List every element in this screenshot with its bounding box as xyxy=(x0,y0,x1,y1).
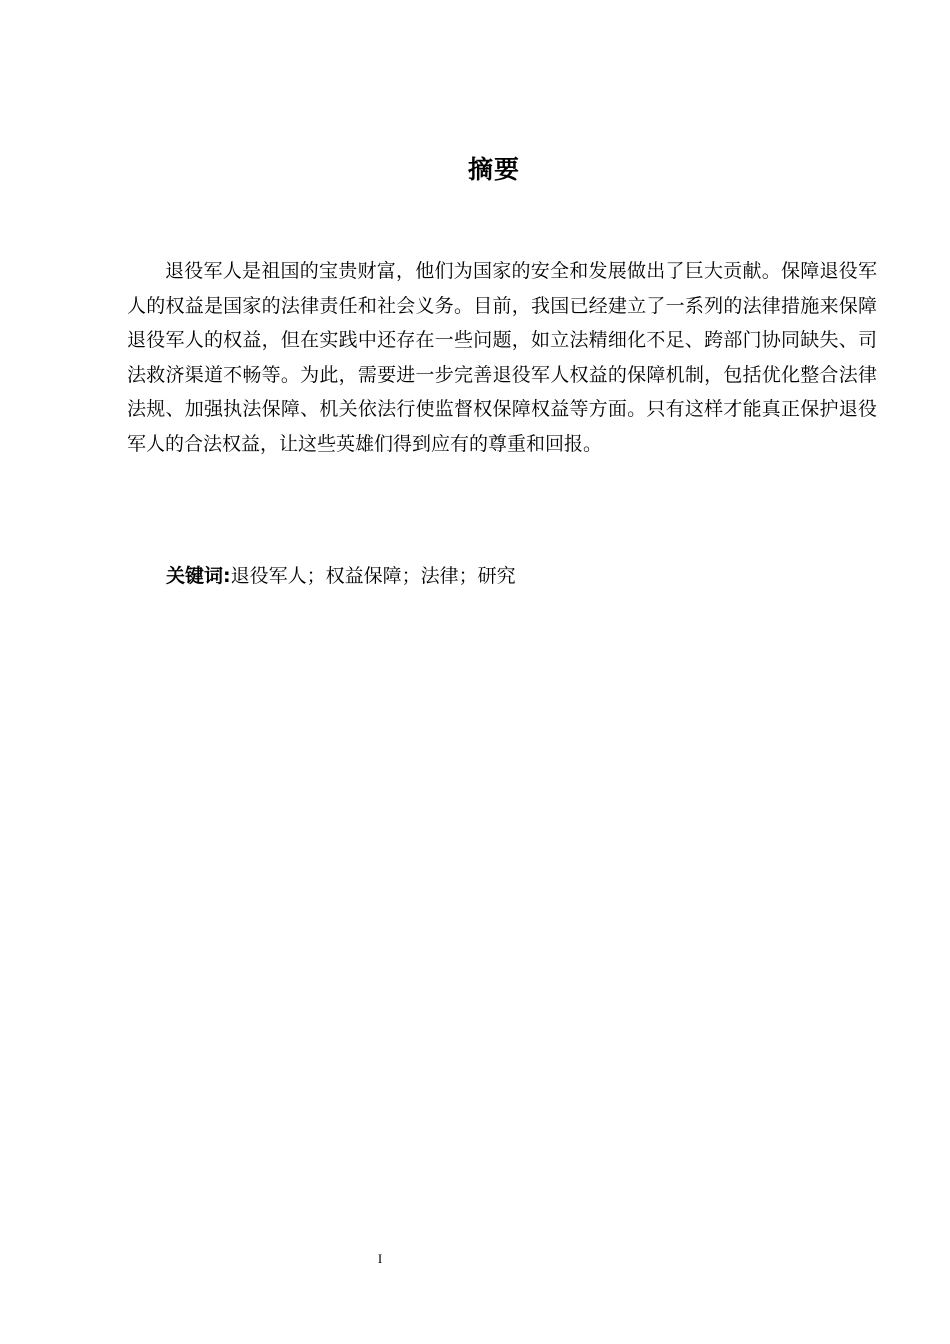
keywords-line xyxy=(166,560,516,592)
keywords-value: 退役军人；权益保障；法律；研究 xyxy=(230,565,516,587)
abstract-paragraph: 退役军人是祖国的宝贵财富，他们为国家的安全和发展做出了巨大贡献。保障退役军人的权益是国家的法律责任和社会义务。目前，我国已经建立了一系列的法律措施来保障退役军人的权益，但在实践中还存在一些问题，如立法精细化不足、跨部门协同缺失、司法救济渠道不畅等。为此，需要进一步完善退役军人权益的保障机制，包括优化整合法律法规、加强执法保障、机关依法行使监督权保障权益等方面。只有这样才能真正保护退役军人的合法权益，让这些英雄们得到应有的尊重和回报。 xyxy=(127,260,877,455)
page-number: I xyxy=(377,1251,383,1266)
abstract-title: 摘要 xyxy=(467,155,520,184)
keywords-label: 关键词: xyxy=(166,565,231,587)
